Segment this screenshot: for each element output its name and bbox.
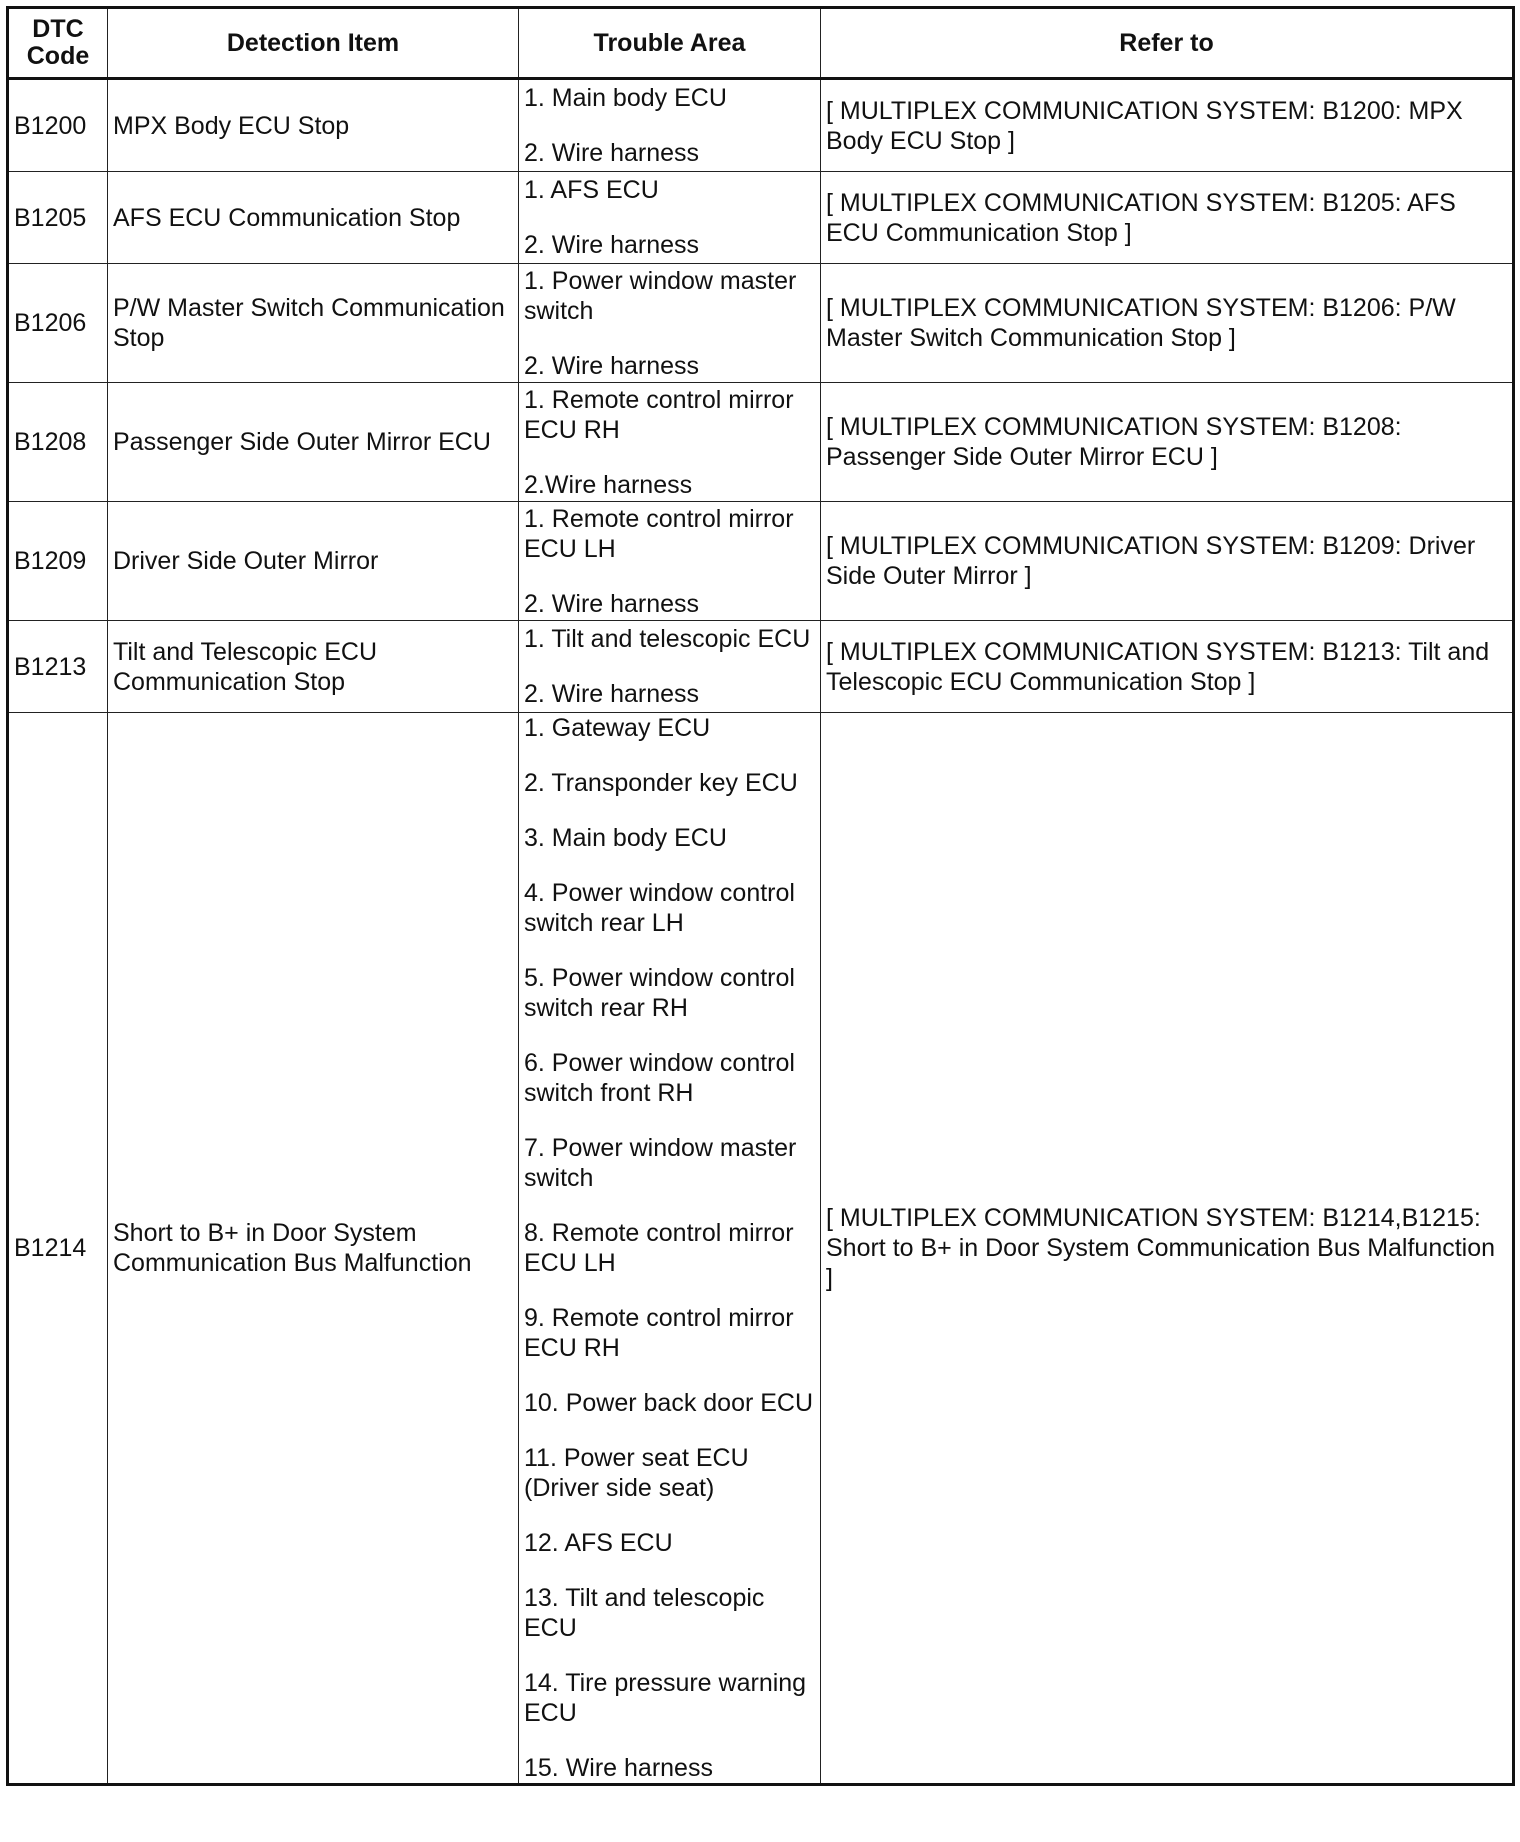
trouble-area (519, 713, 821, 1785)
trouble-area-item: 5. Power window control switch rear RH (524, 964, 795, 1022)
dtc-code: B1200 (8, 79, 108, 172)
trouble-area-item: 15. Wire harness (524, 1754, 713, 1782)
trouble-area (519, 172, 821, 264)
trouble-area-item: 2.Wire harness (524, 470, 693, 499)
table-row (8, 502, 1514, 621)
trouble-area (519, 264, 821, 383)
trouble-area-item: 9. Remote control mirror ECU RH (524, 1304, 794, 1362)
header-detection-item: Detection Item (108, 8, 519, 79)
header-refer-to: Refer to (821, 8, 1514, 79)
dtc-code: B1209 (8, 502, 108, 621)
trouble-area-item: 2. Wire harness (524, 589, 700, 618)
table-row (8, 79, 1514, 172)
detection-item: Passenger Side Outer Mirror ECU (108, 383, 519, 502)
table-header (8, 8, 1514, 79)
table-body (8, 79, 1514, 1785)
dtc-code: B1213 (8, 621, 108, 713)
table-row (8, 713, 1514, 1785)
detection-item: AFS ECU Communication Stop (108, 172, 519, 264)
trouble-area-item: 1. Main body ECU (524, 84, 727, 112)
dtc-code: B1205 (8, 172, 108, 264)
dtc-table (6, 6, 1515, 1786)
trouble-area-item: 2. Transponder key ECU (524, 769, 798, 797)
trouble-area-item: 1. Tilt and telescopic ECU (524, 625, 811, 653)
trouble-area (519, 383, 821, 502)
table-row (8, 621, 1514, 713)
trouble-area-item: 6. Power window control switch front RH (524, 1049, 795, 1107)
trouble-area-item: 2. Wire harness (524, 139, 700, 167)
trouble-area-item: 4. Power window control switch rear LH (524, 879, 795, 937)
detection-item: MPX Body ECU Stop (108, 79, 519, 172)
header-dtc-code: DTC Code (8, 8, 108, 79)
trouble-area (519, 79, 821, 172)
header-trouble-area: Trouble Area (519, 8, 821, 79)
trouble-area-item: 1. Gateway ECU (524, 714, 711, 742)
table-row (8, 172, 1514, 264)
trouble-area-item: 2. Wire harness (524, 351, 700, 380)
refer-to-link[interactable]: [ MULTIPLEX COMMUNICATION SYSTEM: B1213: Tilt and Telescopic ECU Communication Stop ] (821, 621, 1514, 713)
table-row (8, 264, 1514, 383)
trouble-area (519, 621, 821, 713)
header-row (8, 8, 1514, 79)
refer-to-link[interactable]: [ MULTIPLEX COMMUNICATION SYSTEM: B1200: MPX Body ECU Stop ] (821, 79, 1514, 172)
dtc-code: B1214 (8, 713, 108, 1785)
refer-to-link[interactable]: [ MULTIPLEX COMMUNICATION SYSTEM: B1209: Driver Side Outer Mirror ] (821, 502, 1514, 621)
trouble-area-item: 10. Power back door ECU (524, 1389, 814, 1417)
trouble-area-item: 2. Wire harness (524, 231, 700, 259)
detection-item: Short to B+ in Door System Communication Bus Malfunction (108, 713, 519, 1785)
trouble-area-item: 12. AFS ECU (524, 1529, 673, 1557)
trouble-area-item: 3. Main body ECU (524, 824, 727, 852)
refer-to-link[interactable]: [ MULTIPLEX COMMUNICATION SYSTEM: B1208: Passenger Side Outer Mirror ECU ] (821, 383, 1514, 502)
trouble-area-item: 14. Tire pressure warning ECU (524, 1669, 807, 1727)
trouble-area-item: 7. Power window master switch (524, 1134, 797, 1192)
trouble-area-item: 2. Wire harness (524, 680, 700, 708)
trouble-area-item: 1. Remote control mirror ECU RH (524, 385, 794, 444)
trouble-area-item: 1. AFS ECU (524, 176, 659, 204)
trouble-area-item: 1. Power window master switch (524, 266, 797, 325)
refer-to-link[interactable]: [ MULTIPLEX COMMUNICATION SYSTEM: B1214,B1215: Short to B+ in Door System Communication Bus Malfunction ] (821, 713, 1514, 1785)
refer-to-link[interactable]: [ MULTIPLEX COMMUNICATION SYSTEM: B1205: AFS ECU Communication Stop ] (821, 172, 1514, 264)
trouble-area-item: 11. Power seat ECU (Driver side seat) (524, 1444, 749, 1502)
detection-item: Tilt and Telescopic ECU Communication Stop (108, 621, 519, 713)
trouble-area-item: 1. Remote control mirror ECU LH (524, 504, 794, 563)
table-row (8, 383, 1514, 502)
detection-item: Driver Side Outer Mirror (108, 502, 519, 621)
dtc-code: B1206 (8, 264, 108, 383)
dtc-code: B1208 (8, 383, 108, 502)
detection-item: P/W Master Switch Communication Stop (108, 264, 519, 383)
refer-to-link[interactable]: [ MULTIPLEX COMMUNICATION SYSTEM: B1206: P/W Master Switch Communication Stop ] (821, 264, 1514, 383)
trouble-area (519, 502, 821, 621)
trouble-area-item: 8. Remote control mirror ECU LH (524, 1219, 794, 1277)
trouble-area-item: 13. Tilt and telescopic ECU (524, 1584, 765, 1642)
